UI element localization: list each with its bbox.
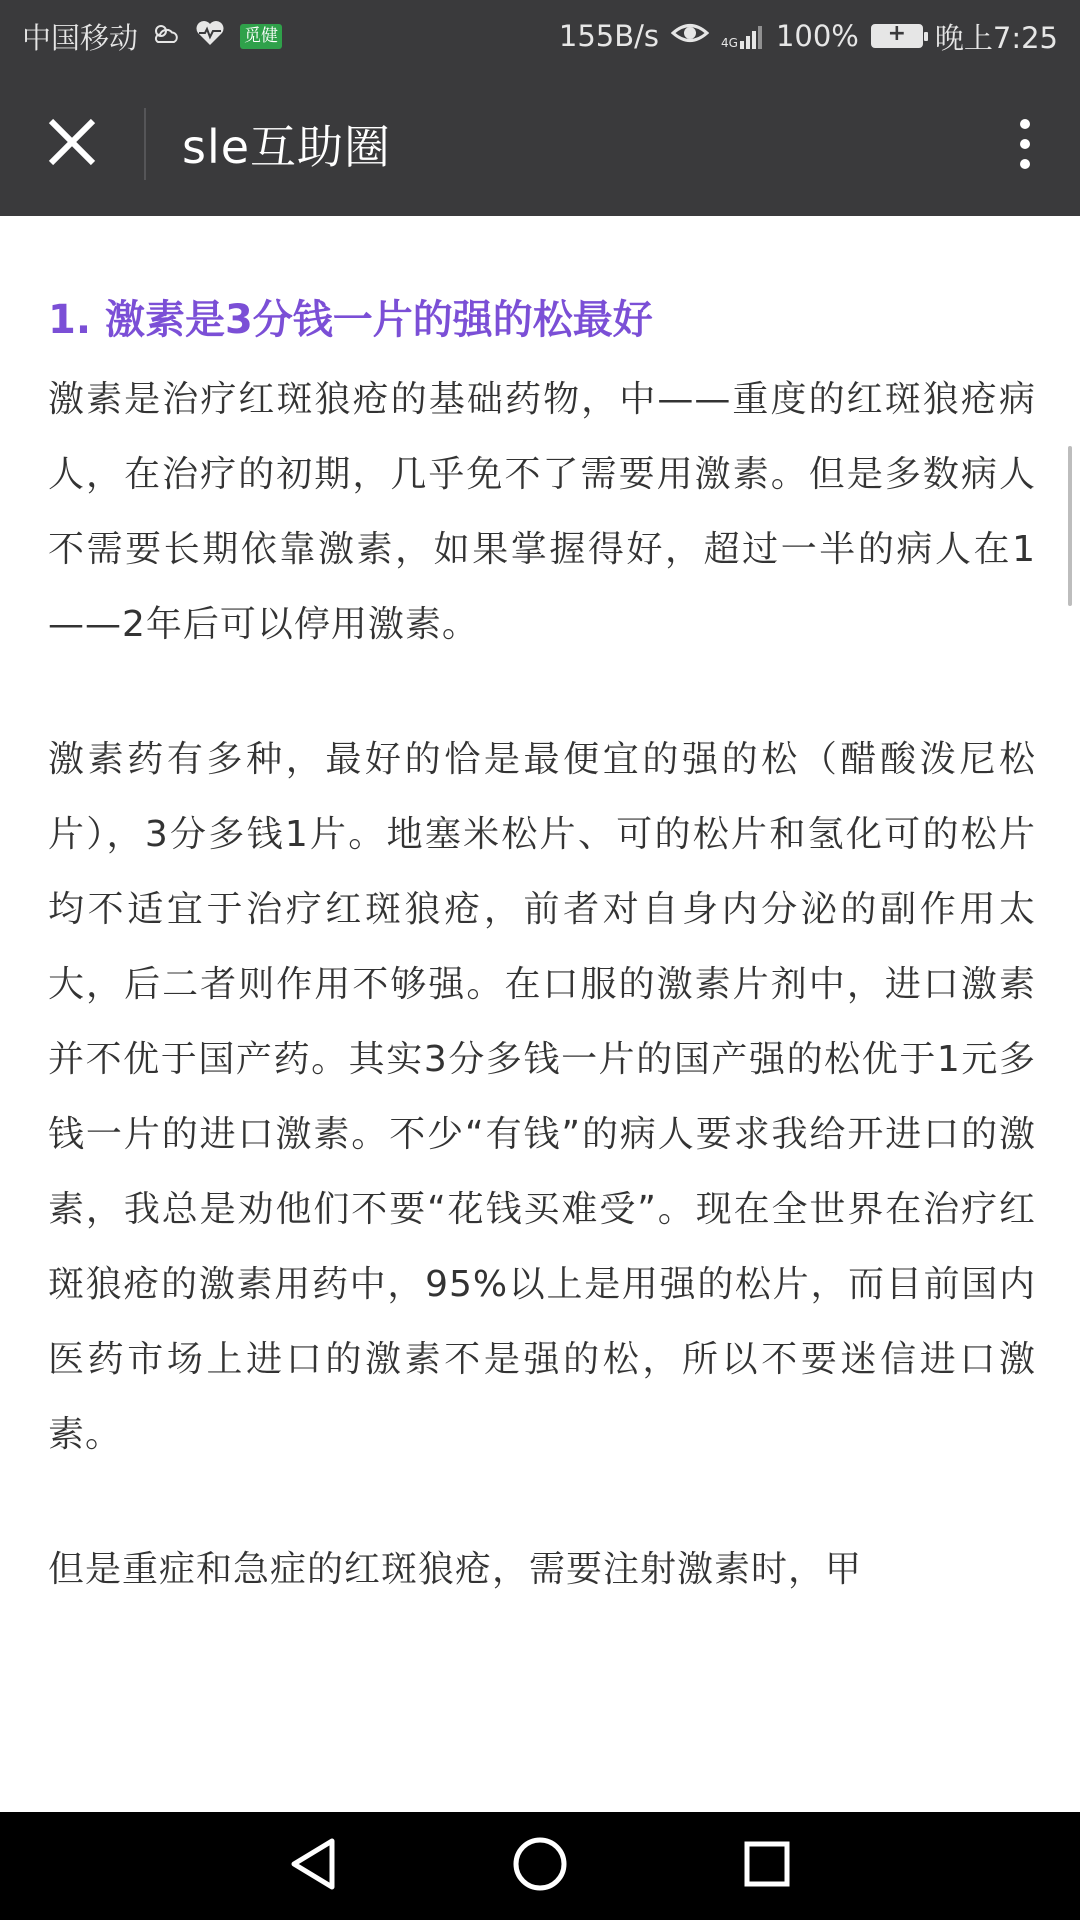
back-button[interactable] (273, 1826, 353, 1906)
scrollbar[interactable] (1068, 446, 1072, 606)
clock: 晚上7:25 (934, 20, 1058, 55)
recents-button[interactable] (727, 1826, 807, 1906)
article-paragraph: 但是重症和急症的红斑狼疮，需要注射激素时，甲 (48, 1549, 863, 1590)
status-left (22, 16, 296, 57)
network-speed: 155B/s (558, 19, 660, 53)
heart-rate-icon (194, 19, 226, 54)
battery-percent: 100% (775, 19, 859, 53)
network-type: 4G (721, 36, 738, 50)
more-menu-button[interactable] (970, 72, 1080, 216)
home-button[interactable] (500, 1826, 580, 1906)
weather-icon (152, 19, 180, 53)
article-content[interactable] (0, 216, 1080, 1812)
carrier-name: 中国移动 (22, 20, 139, 55)
signal-strength-icon (721, 23, 764, 49)
article-paragraph: 激素是治疗红斑狼疮的基础药物，中——重度的红斑狼疮病人，在治疗的初期，几乎免不了需要用激素。但是多数病人不需要长期依靠激素，如果掌握得好，超过一半的病人在1——2年后可以停用激素。 (48, 379, 1036, 645)
system-navigation-bar (0, 1812, 1080, 1920)
close-button[interactable] (0, 72, 144, 216)
status-right (547, 16, 1058, 57)
battery-icon: + (871, 24, 923, 48)
health-app-badge: 觅健 (240, 24, 282, 49)
back-triangle-icon (288, 1837, 338, 1895)
more-vertical-icon (1020, 114, 1030, 174)
close-icon (47, 117, 97, 171)
title-bar (0, 72, 1080, 216)
page-title: sle互助圈 (182, 120, 392, 174)
status-bar (0, 0, 1080, 72)
recents-square-icon (742, 1839, 792, 1893)
article-paragraph: 激素药有多种，最好的恰是最便宜的强的松（醋酸泼尼松片），3分多钱1片。地塞米松片、可的松片和氢化可的松片均不适宜于治疗红斑狼疮，前者对自身内分泌的副作用太大，后二者则作用不够强。在口服的激素片剂中，进口激素并不优于国产药。其实3分多钱一片的国产强的松优于1元多钱一片的进口激素。不少“有钱”的病人要求我给开进口的激素，我总是劝他们不要“花钱买难受”。现在全世界在治疗红斑狼疮的激素用药中，95%以上是用强的松片，而目前国内医药市场上进口的激素不是强的松，所以不要迷信进口激素。 (48, 739, 1036, 1455)
eye-icon (671, 19, 709, 53)
home-circle-icon (512, 1836, 568, 1896)
article-heading: 1. 激素是3分钱一片的强的松最好 (48, 297, 653, 343)
